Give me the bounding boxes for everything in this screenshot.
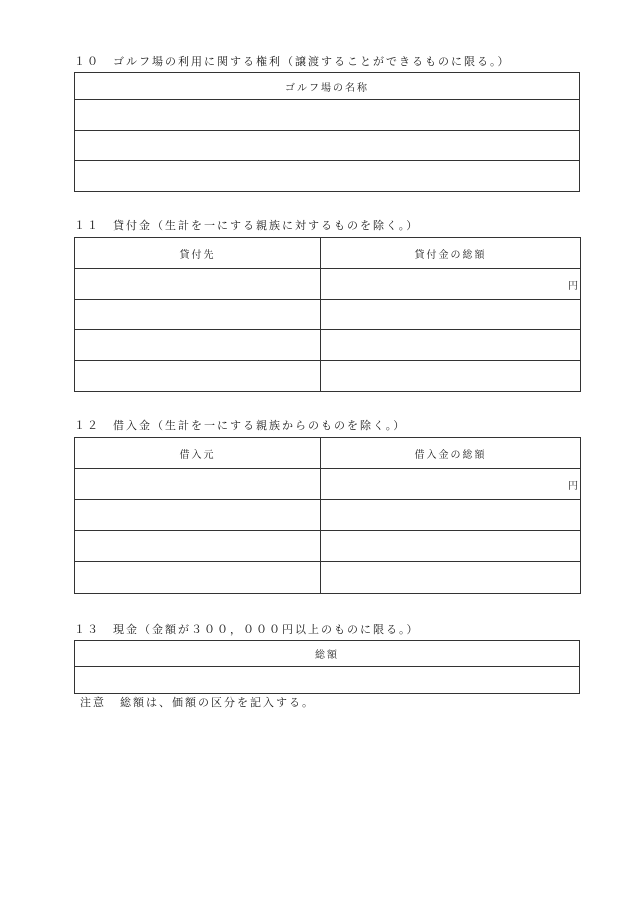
borrowed-from-header: 借入元: [75, 438, 321, 469]
lender-cell[interactable]: [75, 500, 321, 531]
borrowing-total-cell[interactable]: [321, 500, 581, 531]
cash-total-header: 総額: [75, 641, 580, 667]
lender-to-header: 貸付先: [75, 238, 321, 269]
loan-total-header: 貸付金の総額: [321, 238, 581, 269]
note-text: 総額は、価額の区分を記入する。: [120, 696, 315, 709]
section-11-title: １１ 貸付金（生計を一にする親族に対するものを除く。）: [74, 219, 420, 232]
golf-course-name-header: ゴルフ場の名称: [75, 73, 580, 100]
loan-total-cell[interactable]: [321, 330, 581, 361]
note-label: 注意: [80, 696, 106, 709]
lender-cell[interactable]: [75, 469, 321, 500]
loan-total-cell[interactable]: [321, 269, 581, 300]
lender-cell[interactable]: [75, 531, 321, 562]
cash-table: [74, 640, 580, 694]
borrower-cell[interactable]: [75, 330, 321, 361]
loan-total-cell[interactable]: [321, 300, 581, 330]
lender-cell[interactable]: [75, 562, 321, 594]
golf-course-name-cell[interactable]: [75, 100, 580, 131]
section-12-title: １２ 借入金（生計を一にする親族からのものを除く。）: [74, 419, 407, 432]
yen-unit: 円: [568, 280, 580, 292]
golf-course-name-cell[interactable]: [75, 161, 580, 192]
borrowings-table: [74, 437, 581, 594]
borrowing-total-cell[interactable]: [321, 562, 581, 594]
footnote: [80, 694, 315, 710]
loans-receivable-table: [74, 237, 581, 392]
borrowing-total-cell[interactable]: [321, 531, 581, 562]
borrowing-total-cell[interactable]: [321, 469, 581, 500]
borrowing-total-header: 借入金の総額: [321, 438, 581, 469]
yen-unit: 円: [568, 480, 580, 492]
section-13-title: １３ 現金（金額が３００，０００円以上のものに限る。）: [74, 623, 420, 636]
loan-total-cell[interactable]: [321, 361, 581, 392]
golf-course-name-cell[interactable]: [75, 131, 580, 161]
section-10-title: １０ ゴルフ場の利用に関する権利（譲渡することができるものに限る。）: [74, 55, 511, 68]
borrower-cell[interactable]: [75, 300, 321, 330]
golf-rights-table: [74, 72, 580, 192]
cash-total-cell[interactable]: [75, 667, 580, 694]
borrower-cell[interactable]: [75, 361, 321, 392]
borrower-cell[interactable]: [75, 269, 321, 300]
